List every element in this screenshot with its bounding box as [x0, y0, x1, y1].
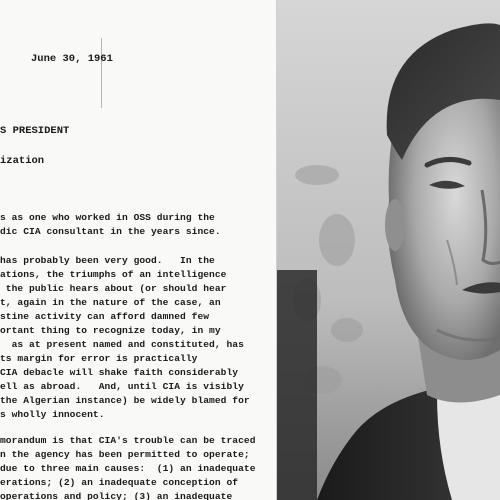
memo-line: stine activity can afford damned few — [0, 311, 210, 322]
memo-line: t, again in the nature of the case, an — [0, 297, 221, 308]
memo-line: ts margin for error is practically — [0, 353, 198, 364]
memo-line: s as one who worked in OSS during the — [0, 212, 215, 223]
memo-line: n the agency has been permitted to operate; — [0, 449, 250, 460]
memo-date: June 30, 1961 — [31, 53, 113, 65]
portrait-illustration — [277, 0, 500, 500]
memo-line: ortant thing to recognize today, in my — [0, 325, 221, 336]
memo-line: the Algerian instance) be widely blamed for — [0, 395, 250, 406]
memo-line: operations and policy; (3) an inadequate — [0, 491, 233, 500]
memo-line: erations; (2) an inadequate conception of — [0, 477, 239, 488]
memo-line: dic CIA consultant in the years since. — [0, 226, 221, 237]
memo-line: has probably been very good. In the — [0, 255, 215, 266]
background-dark-shape — [277, 270, 317, 500]
memo-line: s wholly innocent. — [0, 409, 105, 420]
memo-line: due to three main causes: (1) an inadequate — [0, 463, 256, 474]
ear — [385, 199, 405, 251]
memo-subject: ization — [0, 155, 45, 167]
memo-line: the public hears about (or should hear — [0, 283, 227, 294]
memo-line: ations, the triumphs of an intelligence — [0, 269, 227, 280]
memo-line: as at present named and constituted, has — [0, 339, 244, 350]
portrait-photo — [277, 0, 500, 500]
memo-line: ell as abroad. And, until CIA is visibly — [0, 381, 244, 392]
memo-line: CIA debacle will shake faith considerably — [0, 367, 239, 378]
memo-addressee: S PRESIDENT — [0, 125, 70, 137]
paper-fold-mark — [101, 38, 102, 108]
memo-line: morandum is that CIA's trouble can be traced — [0, 435, 256, 446]
